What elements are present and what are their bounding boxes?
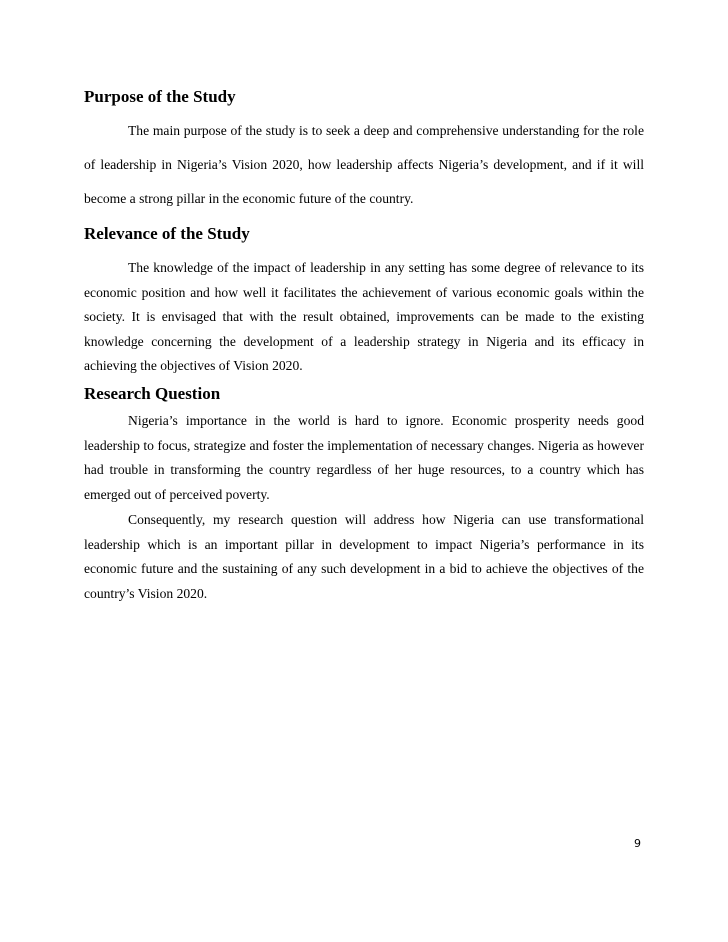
heading-relevance-of-the-study: Relevance of the Study (84, 224, 250, 243)
paragraph-purpose: The main purpose of the study is to seek a deep and comprehensive understanding for the role of leadership in Nigeria’s Vision 2020, how leadership affects Nigeria’s development, and if it will become a strong pillar in the economic future of the country. (84, 123, 644, 206)
paragraph-research-question-2: Consequently, my research question will address how Nigeria can use transformational leadership which is an important pillar in development to impact Nigeria’s performance in its economic future and the sustaining of any such development in a bid to achieve the objectives of the country’s Vision 2020. (84, 512, 644, 601)
paragraph-relevance: The knowledge of the impact of leadership in any setting has some degree of relevance to its economic position and how well it facilitates the achievement of various economic goals within the society. It is envisaged that with the result obtained, improvements can be made to the existing knowledge concerning the development of a leadership strategy in Nigeria and its efficacy in achieving the objectives of Vision 2020. (84, 260, 644, 374)
page-number: 9 (634, 837, 641, 850)
heading-purpose-of-the-study: Purpose of the Study (84, 87, 236, 106)
paragraph-research-question-1: Nigeria’s importance in the world is hard to ignore. Economic prosperity needs good leadership to focus, strategize and foster the implementation of necessary changes. Nigeria as however had trouble in transforming the country regardless of her huge resources, to a country which has emerged out of perceived poverty. (84, 413, 644, 502)
heading-research-question: Research Question (84, 384, 221, 403)
